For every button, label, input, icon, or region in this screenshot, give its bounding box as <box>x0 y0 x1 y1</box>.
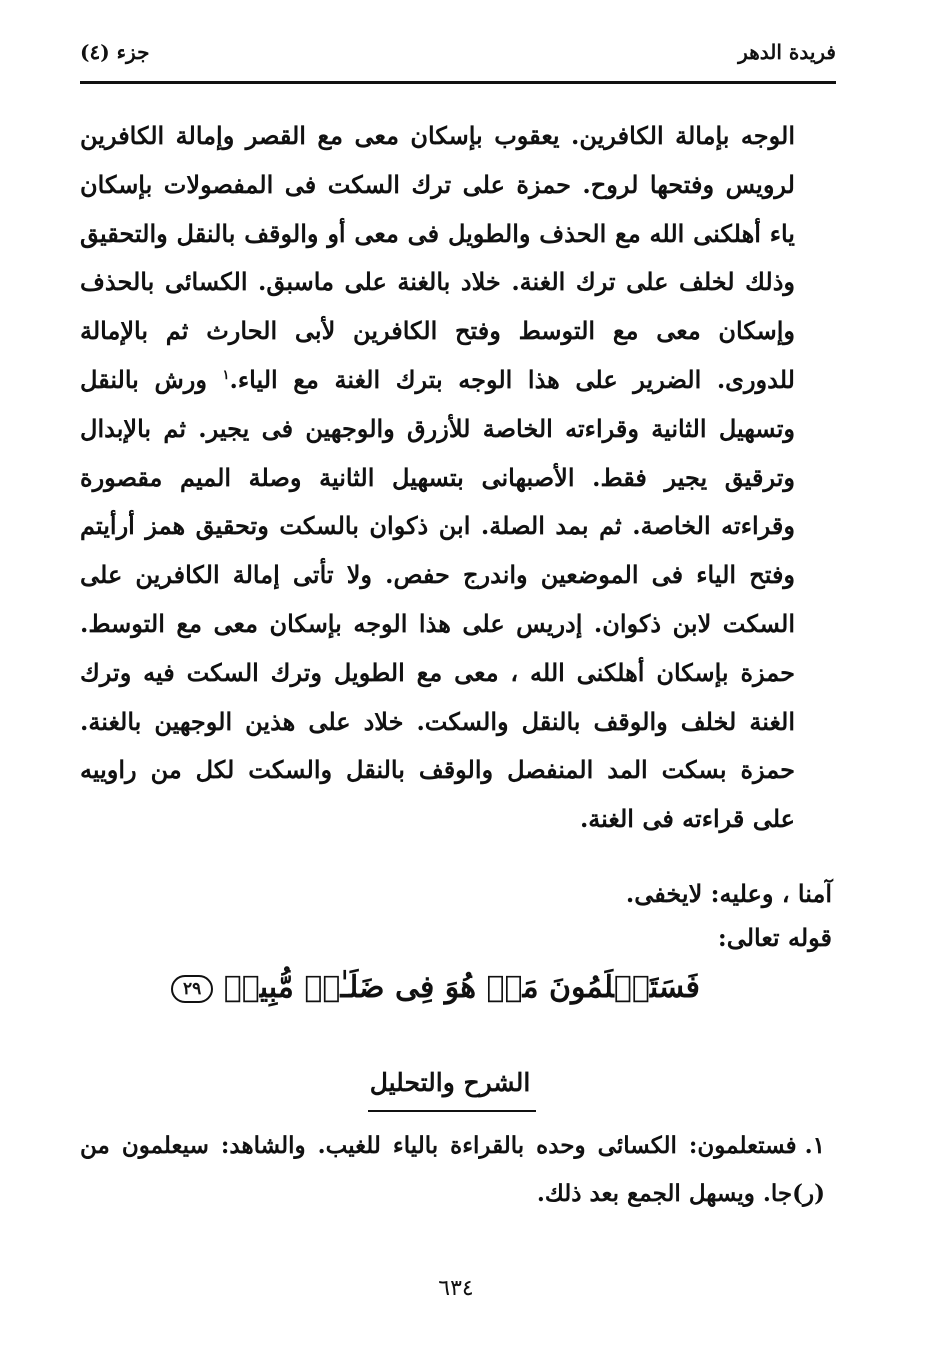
verse-text: فَسَتَعۡلَمُونَ مَنۡ هُوَ فِى ضَلَـٰلٖ مُّبِينٖ <box>223 970 700 1005</box>
section-heading-underline <box>368 1110 536 1112</box>
book-title: فريدة الدهر <box>738 40 836 64</box>
footnote-marker[interactable]: ١ <box>222 367 230 383</box>
main-text-part-1: الوجه بإمالة الكافرين. يعقوب بإسكان معى مع القصر وإمالة الكافرين لرويس وفتحها لروح. حمزة على ترك السكت فى المفصولات بإسكان ياء أهلكنى الله مع الحذف والطويل فى معى أو والوقف بالنقل والتحقيق وذلك لخلف على ترك الغنة. خلاد بالغنة على ماسبق. الكسائى بالحذف وإسكان معى مع التوسط وفتح الكافرين لأبى الحارث ثم بالإمالة للدورى. الضرير على هذا الوجه بترك الغنة مع الياء. <box>80 121 795 394</box>
closing-lines <box>300 872 832 960</box>
closing-line-2: قوله تعالى: <box>717 923 832 952</box>
header-divider <box>80 81 836 84</box>
commentary-number: ١. <box>804 1132 825 1159</box>
commentary-item <box>80 1122 825 1218</box>
main-text-part-2: ورش بالنقل وتسهيل الثانية وقراءته الخاصة للأزرق والوجهين فى يجير. ثم بالإبدال وترقيق يجير فقط. الأصبهانى بتسهيل الثانية وصلة الميم مقصورة وقراءته الخاصة. ثم بمد الصلة. ابن ذكوان بالسكت وتحقيق همز أرأيتم وفتح الياء فى الموضعين واندرج حفص. ولا تأتى إمالة الكافرين على السكت لابن ذكوان. إدريس على هذا الوجه بإسكان معى مع التوسط. حمزة بإسكان أهلكنى الله ، معى مع الطويل وترك السكت فيه وترك الغنة لخلف والوقف بالنقل والسكت. خلاد على هذين الوجهين بالغنة. حمزة بسكت المد المنفصل والوقف بالنقل والسكت لكل من راوييه على قراءته فى الغنة. <box>80 364 796 834</box>
commentary-text: فستعلمون: الكسائى وحده بالقراءة بالياء للغيب. والشاهد: سيعلمون من (ر)جا. ويسهل الجمع بعد ذلك. <box>80 1132 825 1207</box>
volume-label: جزء (٤) <box>80 40 150 64</box>
quran-verse <box>180 970 700 1022</box>
section-heading: الشرح والتحليل <box>369 1068 531 1097</box>
page-number: ٦٣٤ <box>438 1276 474 1301</box>
main-paragraph <box>80 112 795 844</box>
closing-line-1: آمنا ، وعليه: لايخفى. <box>625 879 832 908</box>
ayah-number-badge: ٢٩ <box>171 975 213 1003</box>
page-header <box>80 40 836 80</box>
